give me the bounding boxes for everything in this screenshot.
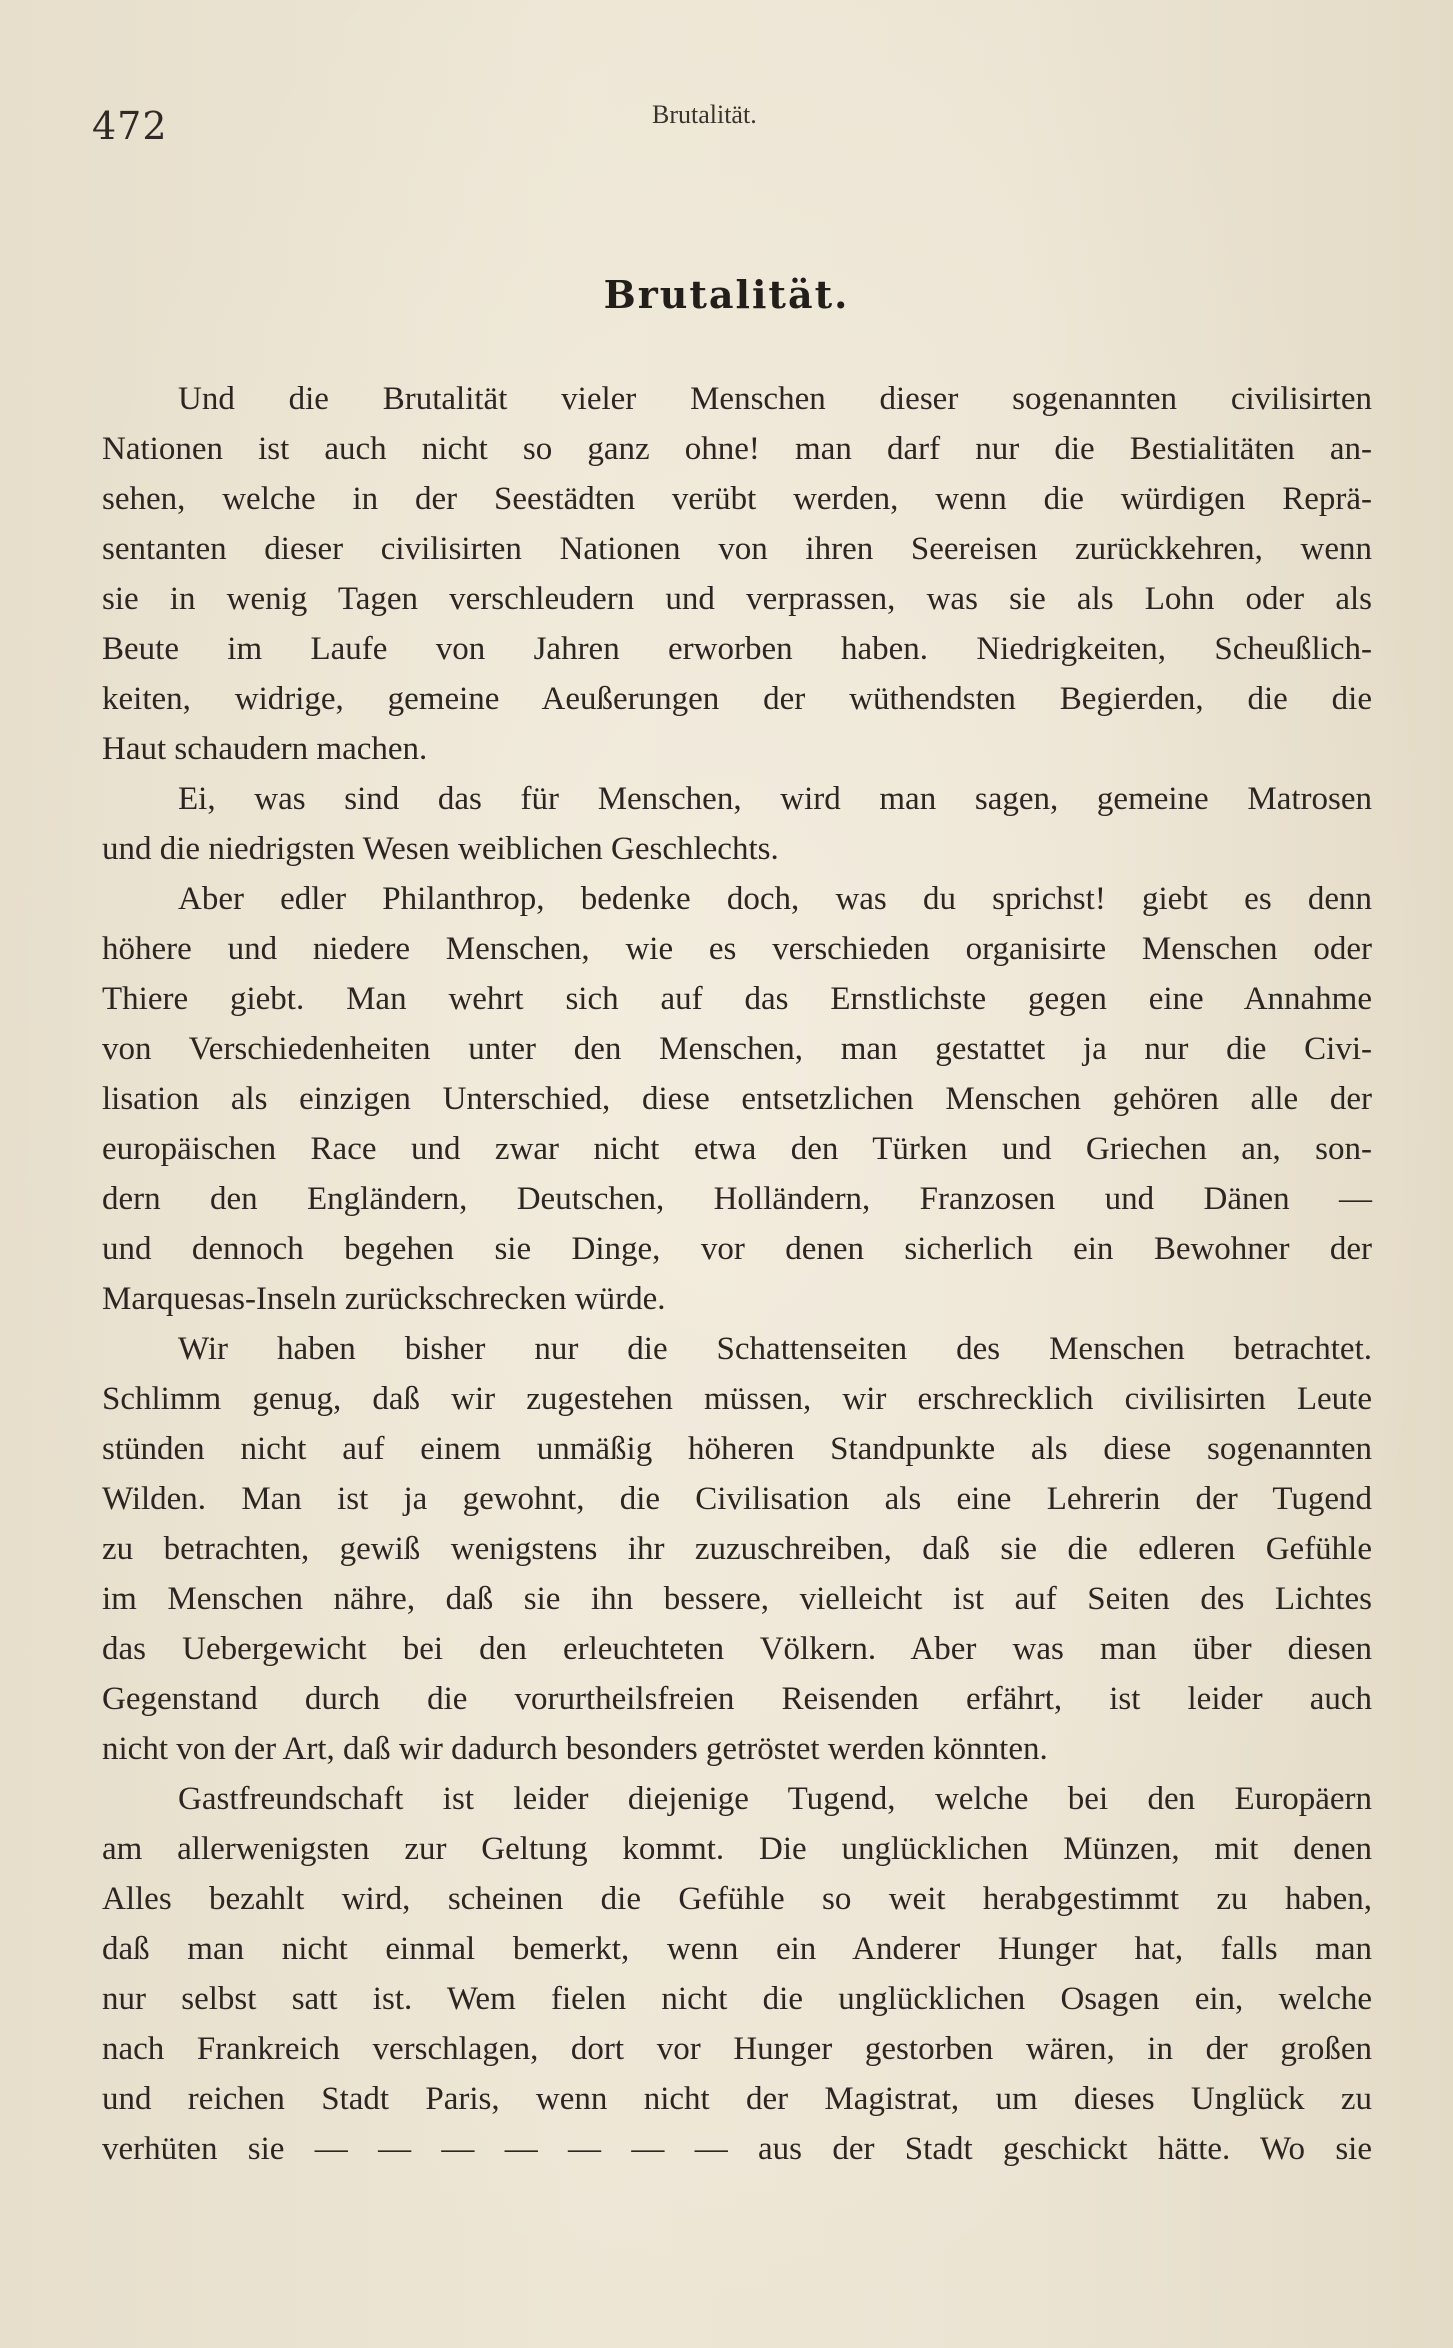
text-line: Ei, was sind das für Menschen, wird man sagen, gemeine Matrosen [178,781,1372,817]
text-line: im Menschen nähre, daß sie ihn bessere, vielleicht ist auf Seiten des Lichtes [102,1581,1372,1617]
text-line: Beute im Laufe von Jahren erworben haben. Niedrigkeiten, Scheußlich- [102,631,1372,667]
text-line: keiten, widrige, gemeine Aeußerungen der wüthendsten Begierden, die die [102,681,1372,717]
text-line: und reichen Stadt Paris, wenn nicht der Magistrat, um dieses Unglück zu [102,2081,1372,2117]
text-line: daß man nicht einmal bemerkt, wenn ein Anderer Hunger hat, falls man [102,1931,1372,1967]
text-line: stünden nicht auf einem unmäßig höheren Standpunkte als diese sogenannten [102,1431,1372,1467]
text-line: Marquesas-Inseln zurückschrecken würde. [102,1281,666,1317]
text-line: das Uebergewicht bei den erleuchteten Völkern. Aber was man über diesen [102,1631,1372,1667]
chapter-title: Brutalität. [603,272,850,317]
text-line: verhüten sie — — — — — — — aus der Stadt geschickt hätte. Wo sie [102,2131,1372,2167]
text-line: nur selbst satt ist. Wem fielen nicht die unglücklichen Osagen ein, welche [102,1981,1372,2017]
text-line: und dennoch begehen sie Dinge, vor denen sicherlich ein Bewohner der [102,1231,1372,1267]
text-line: nicht von der Art, daß wir dadurch besonders getröstet werden könnten. [102,1731,1048,1767]
text-line: am allerwenigsten zur Geltung kommt. Die unglücklichen Münzen, mit denen [102,1831,1372,1867]
text-line: sehen, welche in der Seestädten verübt werden, wenn die würdigen Reprä- [102,481,1372,517]
text-line: Nationen ist auch nicht so ganz ohne! man darf nur die Bestialitäten an- [102,431,1372,467]
text-line: Schlimm genug, daß wir zugestehen müssen, wir erschrecklich civilisirten Leute [102,1381,1372,1417]
text-line: Gastfreundschaft ist leider diejenige Tugend, welche bei den Europäern [178,1781,1372,1817]
text-line: Alles bezahlt wird, scheinen die Gefühle so weit herabgestimmt zu haben, [102,1881,1372,1917]
text-line: und die niedrigsten Wesen weiblichen Geschlechts. [102,831,779,867]
running-title: Brutalität. [652,100,757,129]
text-line: sentanten dieser civilisirten Nationen von ihren Seereisen zurückkehren, wenn [102,531,1372,567]
page-header [92,96,1382,156]
text-line: europäischen Race und zwar nicht etwa den Türken und Griechen an, son- [102,1131,1372,1167]
text-line: höhere und niedere Menschen, wie es verschieden organisirte Menschen oder [102,931,1372,967]
text-line: Und die Brutalität vieler Menschen dieser sogenannten civilisirten [178,381,1372,417]
text-line: dern den Engländern, Deutschen, Holländern, Franzosen und Dänen — [102,1181,1372,1217]
text-line: zu betrachten, gewiß wenigstens ihr zuzuschreiben, daß sie die edleren Gefühle [102,1531,1372,1567]
text-line: Haut schaudern machen. [102,731,428,767]
page-number: 472 [92,104,168,148]
body-text [102,374,1372,2174]
text-line: Wir haben bisher nur die Schattenseiten des Menschen betrachtet. [178,1331,1372,1367]
text-line: lisation als einzigen Unterschied, diese entsetzlichen Menschen gehören alle der [102,1081,1372,1117]
text-line: nach Frankreich verschlagen, dort vor Hunger gestorben wären, in der großen [102,2031,1372,2067]
text-line: Wilden. Man ist ja gewohnt, die Civilisation als eine Lehrerin der Tugend [102,1481,1372,1517]
text-line: Thiere giebt. Man wehrt sich auf das Ernstlichste gegen eine Annahme [102,981,1372,1017]
text-line: sie in wenig Tagen verschleudern und verprassen, was sie als Lohn oder als [102,581,1372,617]
text-line: Aber edler Philanthrop, bedenke doch, was du sprichst! giebt es denn [178,881,1372,917]
text-line: Gegenstand durch die vorurtheilsfreien Reisenden erfährt, ist leider auch [102,1681,1372,1717]
text-line: von Verschiedenheiten unter den Menschen, man gestattet ja nur die Civi- [102,1031,1372,1067]
